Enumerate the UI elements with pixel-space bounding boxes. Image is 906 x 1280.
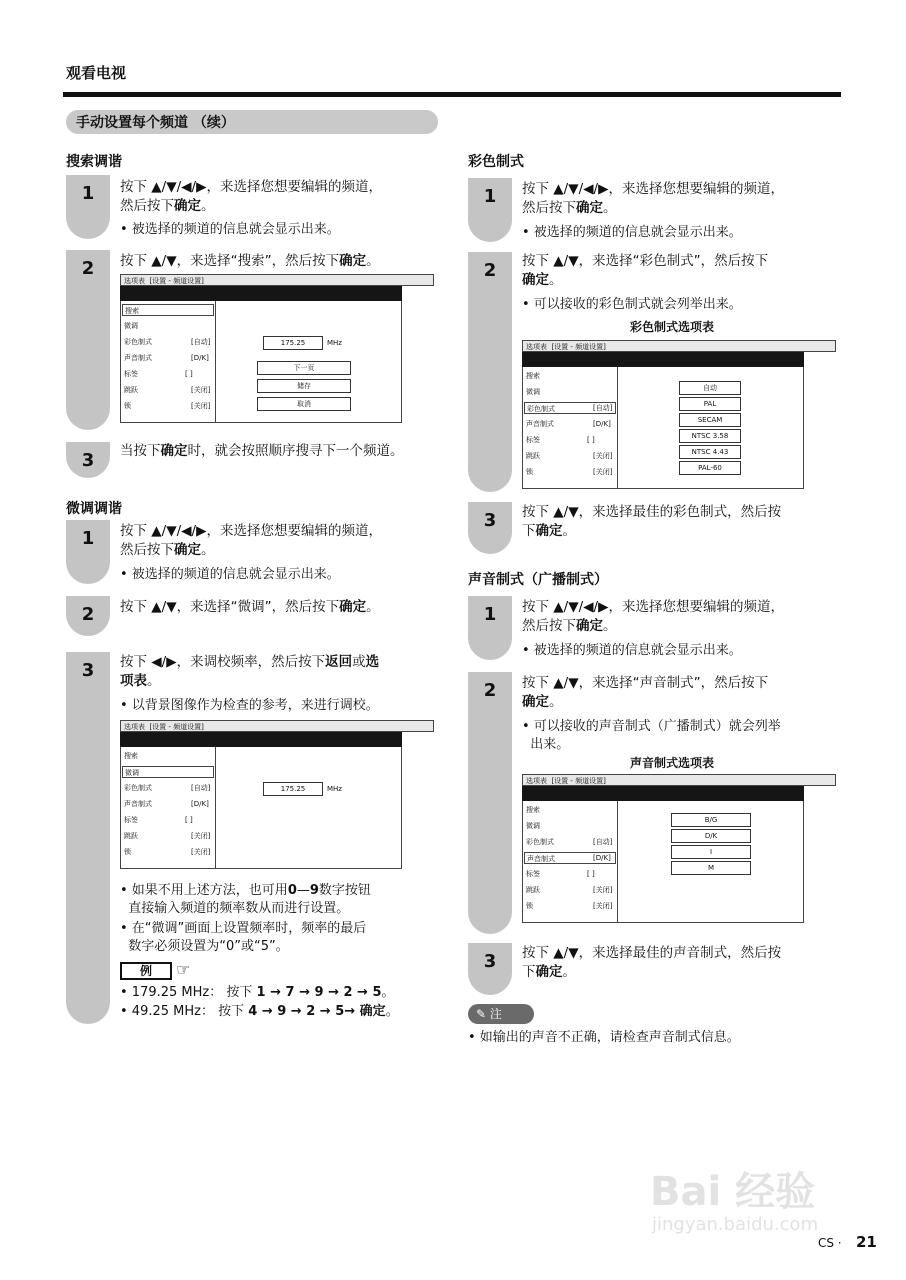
menu-item-search[interactable]: 搜索 (124, 752, 138, 760)
note-badge: ✎ 注 (468, 1004, 534, 1024)
menu-value: [自动] (191, 338, 211, 346)
freq-unit: MHz (327, 785, 342, 793)
color-option[interactable]: 自动 (679, 381, 741, 395)
menu-item-skip[interactable]: 跳跃 (124, 386, 138, 394)
fine-step1-tab: 1 (66, 520, 110, 584)
search-step2-tab: 2 (66, 250, 110, 430)
next-page-button[interactable]: 下一页 (257, 361, 351, 375)
menu-item-sound[interactable]: 声音制式 (124, 800, 152, 808)
menu-item-lock[interactable]: 锁 (526, 468, 533, 476)
fine-step2-text: 按下 ▲/▼，来选择“微调”，然后按下确定。 (120, 599, 380, 615)
sound-option[interactable]: I (671, 845, 751, 859)
menu-item-fine[interactable]: 微调 (526, 388, 540, 396)
menu-item-skip[interactable]: 跳跃 (124, 832, 138, 840)
menu-value: [关闭] (191, 832, 211, 840)
save-button[interactable]: 储存 (257, 379, 351, 393)
search-step1-bullet: • 被选择的频道的信息就会显示出来。 (120, 222, 340, 237)
menu-value: [关闭] (593, 468, 613, 476)
color-step1-tab: 1 (468, 178, 512, 242)
section-title: 观看电视 (66, 64, 127, 82)
fine-step1-text: 按下 ▲/▼/◀/▶，来选择您想要编辑的频道， 然后按下确定。 (120, 523, 382, 558)
menu-value: [D/K] (191, 800, 209, 808)
sound-option[interactable]: B/G (671, 813, 751, 827)
sound-step3-text: 按下 ▲/▼，来选择最佳的声音制式，然后按 下确定。 (522, 945, 782, 980)
menu-value: [D/K] (593, 854, 611, 862)
menu-value: [关闭] (593, 886, 613, 894)
color-option[interactable]: NTSC 4.43 (679, 445, 741, 459)
sound-step2-bullet: • 可以接收的声音制式（广播制式）就会列举 出来。 (522, 719, 781, 752)
sound-title: 声音制式（广播制式） (468, 572, 608, 588)
menu-item-color[interactable]: 彩色制式 (526, 838, 554, 846)
example-2: • 49.25 MHz： 按下 4 → 9 → 2 → 5→ 确定。 (120, 1004, 399, 1019)
menu-value: [关闭] (593, 902, 613, 910)
color-option[interactable]: NTSC 3.58 (679, 429, 741, 443)
search-step2-text: 按下 ▲/▼，来选择“搜索”，然后按下确定。 (120, 253, 380, 269)
freq-field[interactable]: 175.25 (263, 336, 323, 350)
search-step1-tab: 1 (66, 175, 110, 239)
cancel-button[interactable]: 取消 (257, 397, 351, 411)
menu-value: [ ] (185, 816, 193, 824)
menu-item-fine[interactable]: 微调 (122, 766, 214, 778)
freq-unit: MHz (327, 339, 342, 347)
sound-step1-tab: 1 (468, 596, 512, 660)
search-step3-text: 当按下确定时，就会按照顺序搜寻下一个频道。 (120, 443, 404, 459)
color-menu-screen: 选项表 [设置 - 频道设置] 搜索 微调 彩色制式 [自动] 声音制式 [D/K] 标签 [ ] 跳跃 [关闭] 锁 [关闭] 自动 PAL SECAM NTSC 3.58 NTSC 4.43 PAL-60 (522, 340, 836, 489)
sound-option[interactable]: D/K (671, 829, 751, 843)
color-step3-tab: 3 (468, 502, 512, 554)
example-1: • 179.25 MHz： 按下 1 → 7 → 9 → 2 → 5。 (120, 985, 395, 1000)
color-title: 彩色制式 (468, 154, 524, 170)
menu-item-color[interactable]: 彩色制式 (524, 402, 616, 414)
menu-value: [自动] (191, 784, 211, 792)
color-option[interactable]: SECAM (679, 413, 741, 427)
menu-item-skip[interactable]: 跳跃 (526, 452, 540, 460)
menu-item-label[interactable]: 标签 (124, 816, 138, 824)
search-menu-screen: 选项表 [设置 - 频道设置] 搜索 微调 彩色制式 [自动] 声音制式 [D/K] 标签 [ ] 跳跃 [关闭] 锁 [关闭] 175.25 MHz 下一页 储存 取消 (120, 274, 434, 423)
sound-step3-tab: 3 (468, 943, 512, 995)
fine-title: 微调调谐 (66, 501, 122, 517)
menu-value: [关闭] (191, 848, 211, 856)
menu-item-search[interactable]: 搜索 (122, 304, 214, 316)
pencil-icon: ✎ (476, 1007, 487, 1021)
fine-step3-text: 按下 ◀/▶，来调校频率，然后按下返回或选 项表。 (120, 654, 380, 689)
menu-item-label[interactable]: 标签 (526, 436, 540, 444)
sound-step1-text: 按下 ▲/▼/◀/▶，来选择您想要编辑的频道， 然后按下确定。 (522, 599, 784, 634)
menu-item-fine[interactable]: 微调 (124, 322, 138, 330)
sound-menu-screen: 选项表 [设置 - 频道设置] 搜索 微调 彩色制式 [自动] 声音制式 [D/K] 标签 [ ] 跳跃 [关闭] 锁 [关闭] B/G D/K I M (522, 774, 836, 923)
menu-item-label[interactable]: 标签 (526, 870, 540, 878)
page-heading: 手动设置每个频道 （续） (66, 110, 438, 134)
color-step2-tab: 2 (468, 252, 512, 492)
sound-step2-tab: 2 (468, 672, 512, 934)
menu-item-lock[interactable]: 锁 (526, 902, 533, 910)
sound-option[interactable]: M (671, 861, 751, 875)
example-label: 例 (120, 962, 172, 980)
menu-value: [ ] (185, 370, 193, 378)
color-step1-bullet: • 被选择的频道的信息就会显示出来。 (522, 225, 742, 240)
menu-value: [D/K] (593, 420, 611, 428)
color-option[interactable]: PAL-60 (679, 461, 741, 475)
menu-item-lock[interactable]: 锁 (124, 402, 131, 410)
menu-value: [D/K] (191, 354, 209, 362)
fine-step2-tab: 2 (66, 596, 110, 636)
menu-item-lock[interactable]: 锁 (124, 848, 131, 856)
header-rule (63, 92, 841, 97)
freq-field[interactable]: 175.25 (263, 782, 323, 796)
menu-item-sound[interactable]: 声音制式 (524, 852, 616, 864)
fine-step3-tab: 3 (66, 652, 110, 1024)
color-table-title: 彩色制式选项表 (630, 320, 715, 334)
color-step1-text: 按下 ▲/▼/◀/▶，来选择您想要编辑的频道， 然后按下确定。 (522, 181, 784, 216)
note-text: • 如输出的声音不正确，请检查声音制式信息。 (468, 1030, 740, 1045)
menu-item-sound[interactable]: 声音制式 (526, 420, 554, 428)
menu-item-color[interactable]: 彩色制式 (124, 784, 152, 792)
search-step1-text: 按下 ▲/▼/◀/▶，来选择您想要编辑的频道， 然后按下确定。 (120, 179, 382, 214)
menu-item-search[interactable]: 搜索 (526, 372, 540, 380)
baidu-watermark-logo: Bai 经验 (650, 1169, 816, 1215)
fine-note-2: • 在“微调”画面上设置频率时，频率的最后 数字必须设置为“0”或“5”。 (120, 921, 367, 954)
fine-step3-bullet: • 以背景图像作为检查的参考，来进行调校。 (120, 698, 379, 713)
color-step2-bullet: • 可以接收的彩色制式就会列举出来。 (522, 297, 742, 312)
baidu-watermark-url: jingyan.baidu.com (652, 1214, 819, 1235)
menu-item-label[interactable]: 标签 (124, 370, 138, 378)
fine-menu-screen: 选项表 [设置 - 频道设置] 搜索 微调 彩色制式 [自动] 声音制式 [D/K] 标签 [ ] 跳跃 [关闭] 锁 [关闭] 175.25 MHz (120, 720, 434, 869)
menu-value: [关闭] (191, 386, 211, 394)
fine-note-1: • 如果不用上述方法，也可用0—9数字按钮 直接输入频道的频率数从而进行设置。 (120, 883, 371, 916)
menu-item-fine[interactable]: 微调 (526, 822, 540, 830)
menu-value: [自动] (593, 404, 613, 412)
menu-value: [关闭] (191, 402, 211, 410)
page-prefix: CS · (818, 1236, 842, 1250)
search-step3-tab: 3 (66, 442, 110, 478)
menu-value: [ ] (587, 870, 595, 878)
pointing-hand-icon: ☞ (176, 960, 191, 979)
sound-step2-text: 按下 ▲/▼，来选择“声音制式”，然后按下 确定。 (522, 675, 769, 710)
color-step2-text: 按下 ▲/▼，来选择“彩色制式”，然后按下 确定。 (522, 253, 769, 288)
sound-table-title: 声音制式选项表 (630, 756, 715, 770)
menu-value: [关闭] (593, 452, 613, 460)
menu-value: [ ] (587, 436, 595, 444)
menu-item-color[interactable]: 彩色制式 (124, 338, 152, 346)
sound-step1-bullet: • 被选择的频道的信息就会显示出来。 (522, 643, 742, 658)
color-option[interactable]: PAL (679, 397, 741, 411)
menu-item-search[interactable]: 搜索 (526, 806, 540, 814)
color-step3-text: 按下 ▲/▼，来选择最佳的彩色制式，然后按 下确定。 (522, 504, 782, 539)
menu-item-sound[interactable]: 声音制式 (124, 354, 152, 362)
search-title: 搜索调谐 (66, 154, 122, 170)
menu-value: [自动] (593, 838, 613, 846)
fine-step1-bullet: • 被选择的频道的信息就会显示出来。 (120, 567, 340, 582)
page-number: 21 (856, 1233, 877, 1251)
menu-item-skip[interactable]: 跳跃 (526, 886, 540, 894)
